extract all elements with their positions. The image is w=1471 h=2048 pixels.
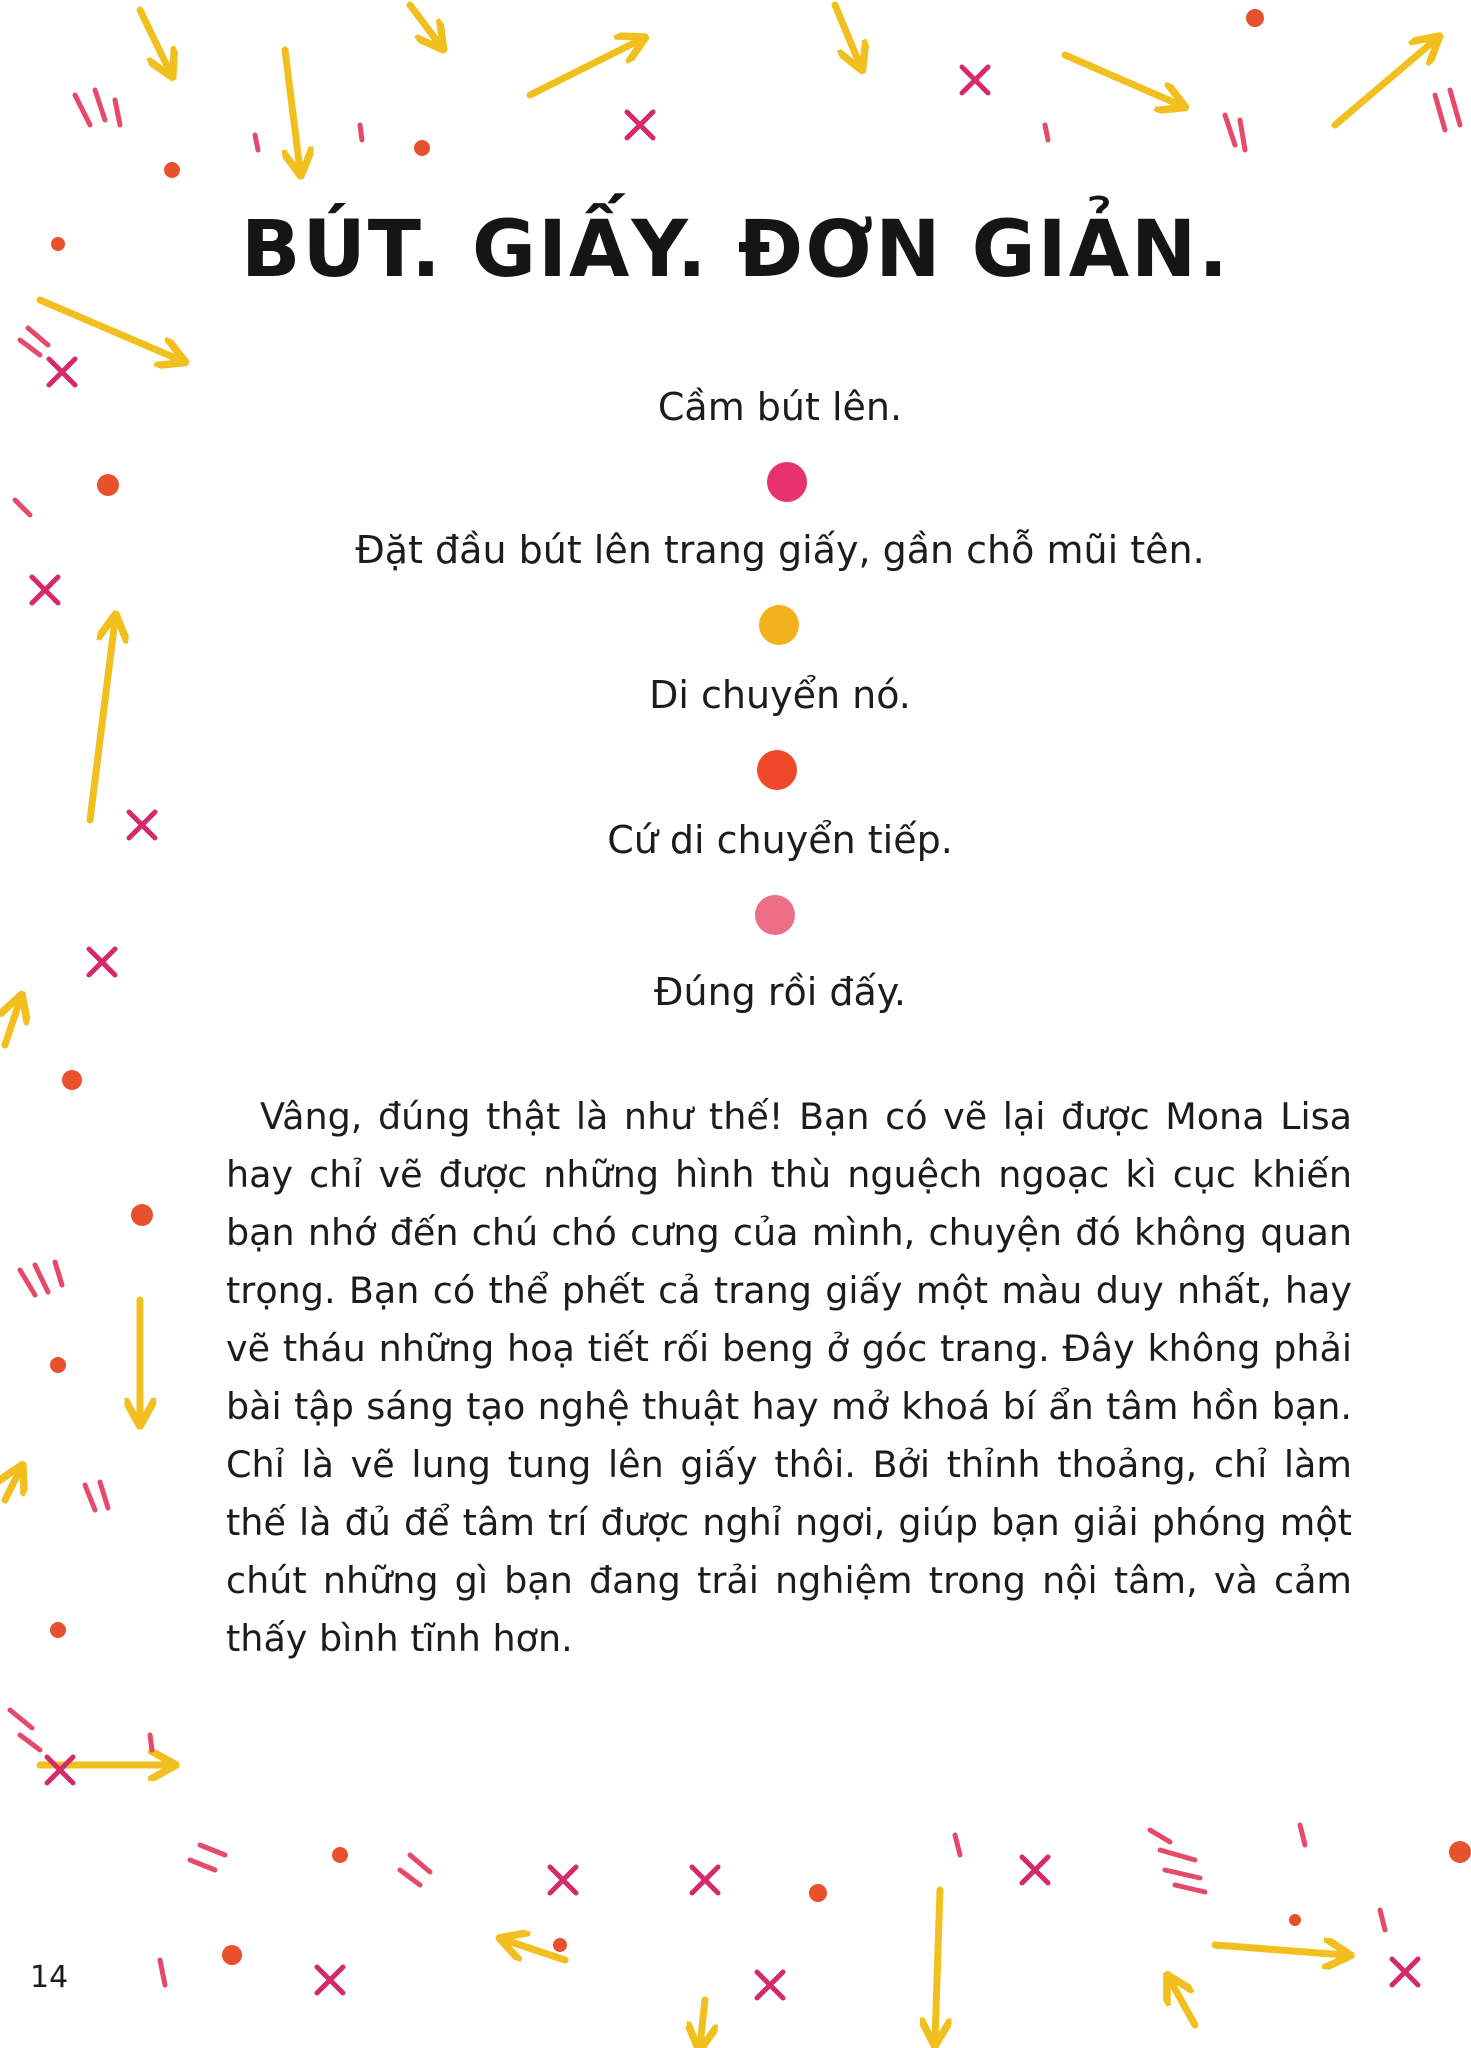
dot-mark: [97, 474, 119, 496]
step-3: Di chuyển nó.: [649, 673, 911, 717]
step-1: Cầm bút lên.: [657, 385, 903, 429]
arrow-icon: [1170, 1980, 1195, 2025]
cross-icon: [627, 112, 653, 138]
arrow-icon: [90, 620, 115, 820]
cross-icon: [1392, 1959, 1418, 1985]
dot-mark: [50, 1622, 66, 1638]
cross-icon: [550, 1867, 576, 1893]
dot-mark: [62, 1070, 82, 1090]
page-title: BÚT. GIẤY. ĐƠN GIẢN.: [241, 205, 1230, 295]
dot-mark: [553, 1938, 567, 1952]
cross-icons: [32, 67, 1418, 1998]
dash-mark: [190, 1860, 215, 1870]
arrow-icon: [835, 5, 860, 65]
dot-mark: [131, 1204, 153, 1226]
dot-mark: [332, 1847, 348, 1863]
dot-mark: [1449, 1841, 1471, 1863]
step-dot-1: [767, 462, 807, 502]
step-5: Đúng rồi đấy.: [654, 970, 906, 1014]
page-number: 14: [30, 1960, 69, 1995]
cross-icon: [47, 1757, 73, 1783]
arrow-icon: [5, 1470, 20, 1500]
step-dot-2: [759, 605, 799, 645]
cross-icon: [757, 1972, 783, 1998]
arrow-icon: [285, 50, 300, 170]
dash-mark: [1240, 120, 1245, 150]
dash-mark: [10, 1710, 32, 1728]
arrow-icon: [140, 10, 170, 72]
dash-mark: [150, 1735, 152, 1750]
dash-mark: [1175, 1885, 1205, 1892]
dash-mark: [410, 1855, 430, 1872]
dash-mark: [200, 1845, 225, 1855]
dash-mark: [1380, 1910, 1385, 1930]
arrow-icon: [410, 5, 440, 45]
arrow-icon: [1335, 40, 1435, 125]
dash-mark: [35, 1265, 48, 1292]
cross-icon: [962, 67, 988, 93]
arrow-icon: [935, 1890, 940, 2040]
arrow-icon: [40, 300, 180, 360]
dash-mark: [1225, 115, 1235, 145]
dot-mark: [222, 1945, 242, 1965]
dash-mark: [1160, 1850, 1195, 1860]
dash-mark: [360, 125, 362, 140]
dash-mark: [255, 135, 258, 150]
cross-icon: [692, 1867, 718, 1893]
dash-mark: [75, 95, 90, 125]
dash-mark: [1150, 1830, 1170, 1842]
dash-mark: [955, 1835, 960, 1855]
cross-icon: [317, 1967, 343, 1993]
dash-mark: [400, 1870, 420, 1885]
dot-mark: [164, 162, 180, 178]
body-paragraph: Vâng, đúng thật là như thế! Bạn có vẽ lại được Mona Lisa hay chỉ vẽ được những hình thù nguệch ngoạc kì cục khiến bạn nhớ đến chú chó cưng của mình, chuyện đó không quan trọng. Bạn có thể phết cả trang giấy một màu duy nhất, hay vẽ tháu những hoạ tiết rối beng ở góc trang. Đây không phải bài tập sáng tạo nghệ thuật hay mở khoá bí ẩn tâm hồn bạn. Chỉ là vẽ lung tung lên giấy thôi. Bởi thỉnh thoảng, chỉ làm thế là đủ để tâm trí được nghỉ ngơi, giúp bạn giải phóng một chút những gì bạn đang trải nghiệm trong nội tâm, và cảm thấy bình tĩnh hơn.: [226, 1095, 1352, 1660]
dash-mark: [20, 1735, 40, 1750]
cross-icon: [32, 577, 58, 603]
dot-mark: [414, 140, 430, 156]
dash-mark: [1165, 1870, 1200, 1878]
dash-mark: [1450, 90, 1460, 125]
dash-mark: [1300, 1825, 1305, 1845]
dash-mark: [160, 1960, 165, 1985]
dot-mark: [1289, 1914, 1301, 1926]
dash-mark: [100, 1482, 108, 1508]
dash-mark: [115, 100, 120, 125]
step-dot-4: [755, 895, 795, 935]
dash-mark: [1045, 125, 1048, 140]
dot-mark: [50, 1357, 66, 1373]
dot-mark: [809, 1884, 827, 1902]
cross-icon: [1022, 1857, 1048, 1883]
step-dot-3: [757, 750, 797, 790]
arrow-icon: [700, 2000, 705, 2045]
cross-icon: [49, 359, 75, 385]
dash-mark: [85, 1485, 95, 1510]
arrow-icons: [5, 5, 1435, 2045]
arrow-icon: [1215, 1945, 1345, 1955]
dash-mark: [28, 328, 48, 345]
arrow-icon: [1065, 55, 1180, 105]
dash-mark: [20, 340, 40, 355]
step-2: Đặt đầu bút lên trang giấy, gần chỗ mũi tên.: [355, 528, 1205, 572]
dash-mark: [55, 1262, 62, 1285]
dash-mark: [95, 90, 105, 120]
dash-marks: [10, 90, 1460, 1985]
dash-mark: [15, 500, 30, 515]
dash-mark: [20, 1270, 35, 1295]
step-4: Cứ di chuyển tiếp.: [607, 818, 953, 862]
dash-mark: [1435, 95, 1445, 130]
arrow-icon: [530, 40, 640, 95]
dot-mark: [1246, 9, 1264, 27]
